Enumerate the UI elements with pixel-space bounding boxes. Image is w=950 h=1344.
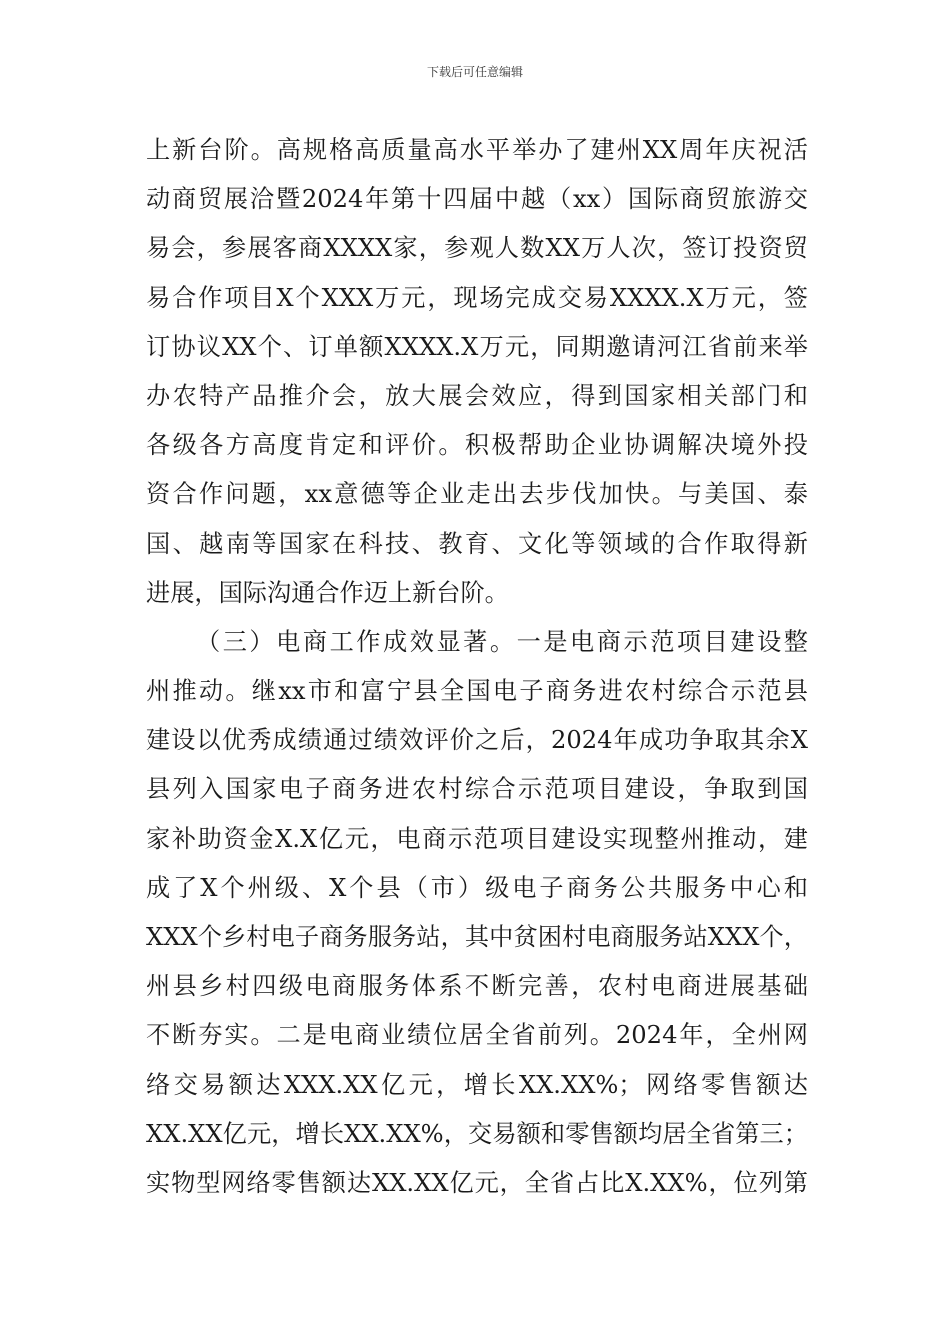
document-body	[146, 126, 808, 1208]
text-line: 动商贸展洽暨2024年第十四届中越（xx）国际商贸旅游交	[146, 185, 808, 214]
text-line: 县列入国家电子商务进农村综合示范项目建设，争取到国	[146, 775, 808, 804]
text-line: 易合作项目X个XXX万元，现场完成交易XXXX.X万元，签	[146, 283, 808, 312]
text-line: 建设以优秀成绩通过绩效评价之后，2024年成功争取其余X	[146, 726, 808, 755]
page-header: 下载后可任意编辑	[426, 65, 523, 79]
text-line: 家补助资金X.X亿元，电商示范项目建设实现整州推动，建	[146, 824, 808, 853]
text-line: 易会，参展客商XXXX家，参观人数XX万人次，签订投资贸	[146, 234, 808, 263]
text-line: 州县乡村四级电商服务体系不断完善，农村电商进展基础	[146, 972, 808, 1001]
paragraph-2	[146, 618, 808, 1208]
text-line: 订协议XX个、订单额XXXX.X万元，同期邀请河江省前来举	[146, 332, 808, 361]
text-line: 进展，国际沟通合作迈上新台阶。	[146, 578, 509, 607]
text-line: XXX个乡村电子商务服务站，其中贫困村电商服务站XXX个，	[146, 923, 808, 951]
paragraph-1	[146, 126, 808, 618]
text-line: 各级各方高度肯定和评价。积极帮助企业协调解决境外投	[146, 431, 808, 460]
text-line: 办农特产品推介会，放大展会效应，得到国家相关部门和	[146, 381, 808, 410]
text-line: 上新台阶。高规格高质量高水平举办了建州XX周年庆祝活	[146, 136, 808, 164]
text-line: （三）电商工作成效显著。一是电商示范项目建设整	[196, 627, 808, 656]
text-line: 不断夯实。二是电商业绩位居全省前列。2024年，全州网	[146, 1021, 808, 1050]
text-line: XX.XX亿元，增长XX.XX%，交易额和零售额均居全省第三；	[146, 1119, 808, 1148]
text-line: 络交易额达XXX.XX亿元，增长XX.XX%；网络零售额达	[146, 1070, 808, 1099]
text-line: 州推动。继xx市和富宁县全国电子商务进农村综合示范县	[146, 677, 808, 706]
text-line: 实物型网络零售额达XX.XX亿元，全省占比X.XX%，位列第	[146, 1168, 808, 1197]
text-line: 国、越南等国家在科技、教育、文化等领域的合作取得新	[146, 529, 808, 558]
text-line: 资合作问题，xx意德等企业走出去步伐加快。与美国、泰	[146, 480, 808, 509]
text-line: 成了X个州级、X个县（市）级电子商务公共服务中心和	[146, 873, 808, 902]
